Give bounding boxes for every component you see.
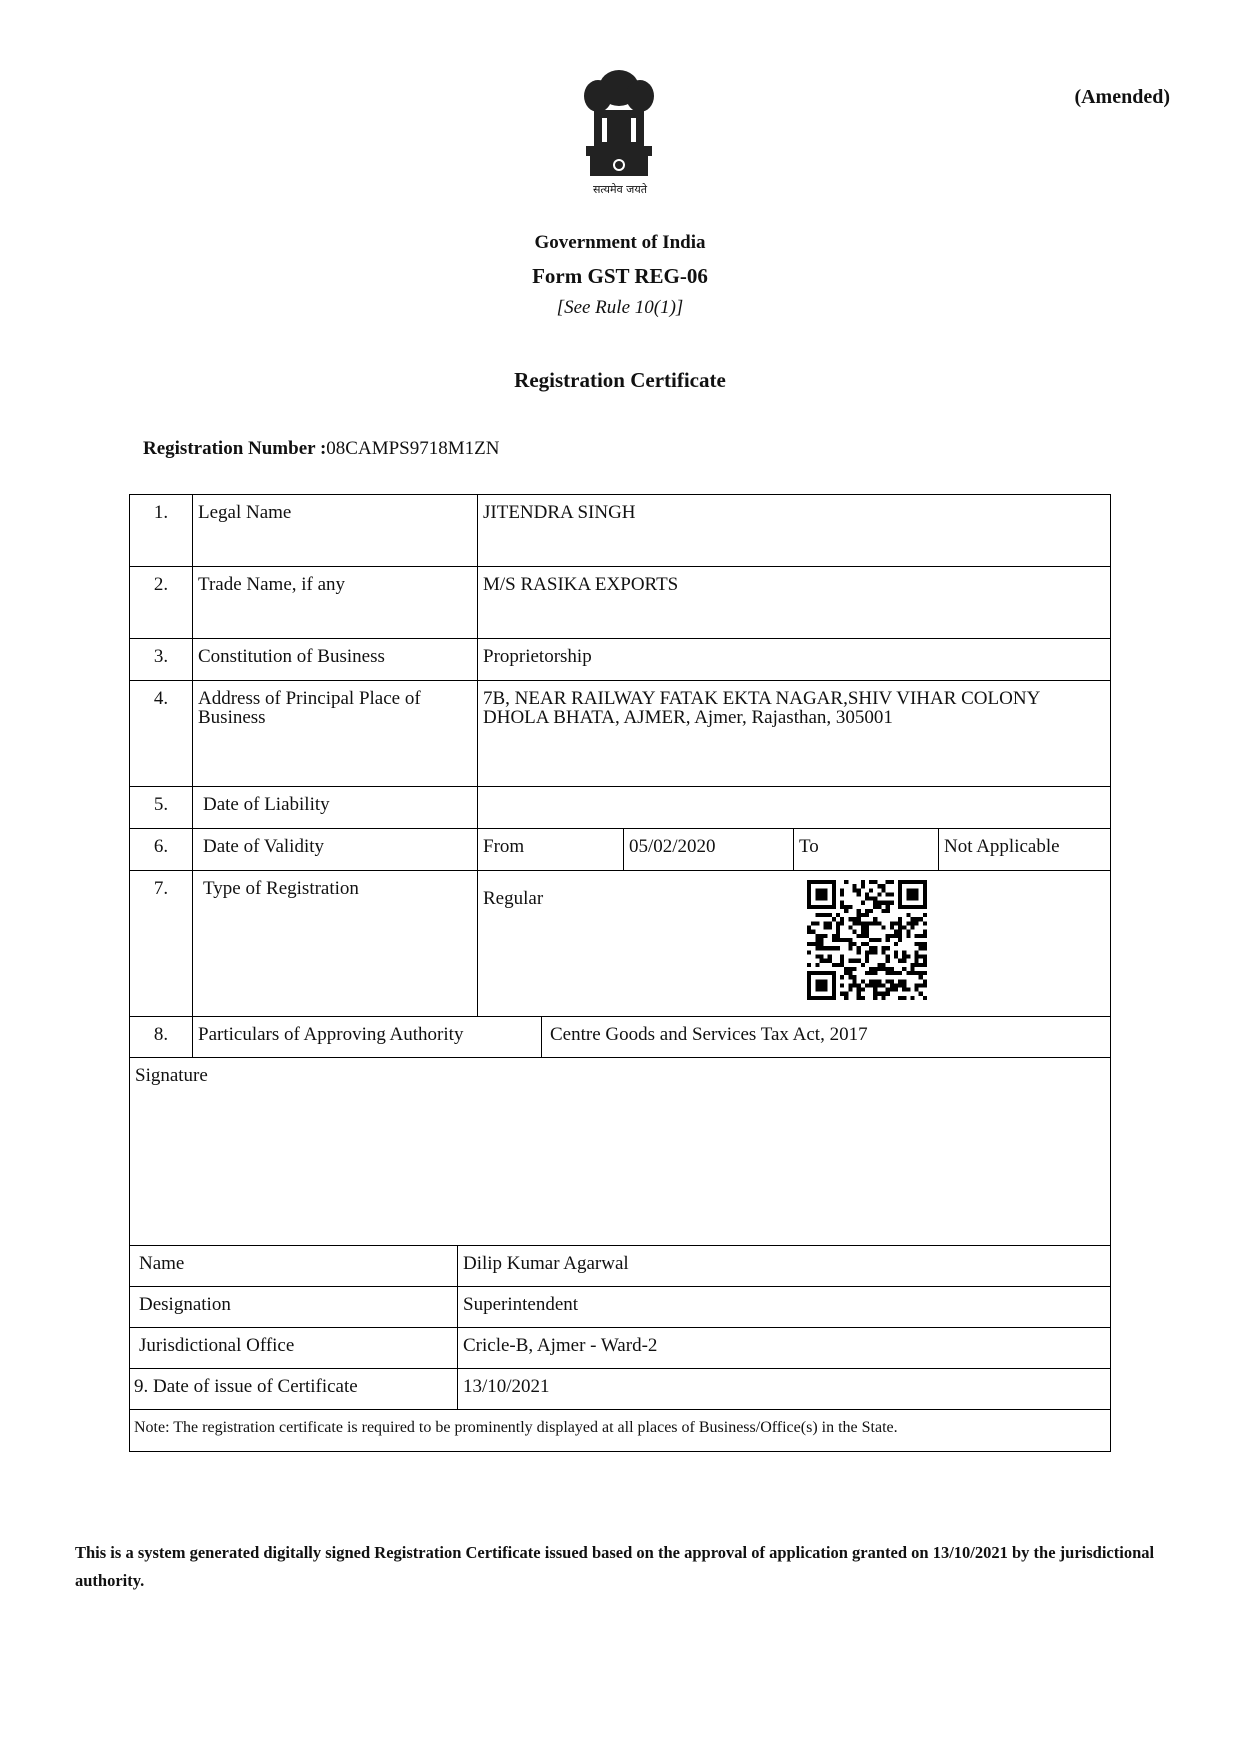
row-number: 6. [129,828,193,871]
name-value: Dilip Kumar Agarwal [457,1245,1111,1287]
constitution-value: Proprietorship [477,638,1111,681]
designation-label: Designation [129,1286,458,1328]
designation-value: Superintendent [457,1286,1111,1328]
row-number: 1. [129,494,193,567]
legal-name-label: Legal Name [192,494,478,567]
trade-name-value: M/S RASIKA EXPORTS [477,566,1111,639]
issue-date-label: 9. Date of issue of Certificate [129,1368,458,1410]
row-number: 4. [129,680,193,787]
address-value: 7B, NEAR RAILWAY FATAK EKTA NAGAR,SHIV VIHAR COLONY DHOLA BHATA, AJMER, Ajmer, Rajasthan, 305001 [477,680,1111,787]
emblem-motto: सत्यमेव जयते [592,183,647,196]
row-number: 5. [129,786,193,829]
date-of-liability-value [477,786,1111,829]
name-label: Name [129,1245,458,1287]
qr-code-icon [807,880,927,1000]
jurisdictional-office-value: Cricle-B, Ajmer - Ward-2 [457,1327,1111,1369]
registration-number-label: Registration Number : [143,438,327,459]
legal-name-value: JITENDRA SINGH [477,494,1111,567]
trade-name-label: Trade Name, if any [192,566,478,639]
signature-box: Signature [129,1057,1111,1246]
approving-authority-value: Centre Goods and Services Tax Act, 2017 [541,1016,1111,1058]
registration-number-value: 08CAMPS9718M1ZN [326,438,500,459]
amended-label: (Amended) [1074,86,1170,108]
system-generated-notice: This is a system generated digitally signed Registration Certificate issued based on the approval of application granted on 13/10/2021 by the jurisdictional authority. [75,1543,1155,1590]
government-heading: Government of India [534,232,706,253]
date-of-validity-label: Date of Validity [192,828,478,871]
approving-authority-label: Particulars of Approving Authority [192,1016,542,1058]
row-number: 3. [129,638,193,681]
registration-number [143,438,499,460]
date-of-liability-label: Date of Liability [192,786,478,829]
page-title: Registration Certificate [514,368,726,392]
address-label: Address of Principal Place of Business [192,680,478,787]
validity-to-value: Not Applicable [938,828,1111,871]
validity-from-value: 05/02/2020 [623,828,794,871]
rule-reference: [See Rule 10(1)] [556,297,684,318]
jurisdictional-office-label: Jurisdictional Office [129,1327,458,1369]
row-number: 7. [129,870,193,1017]
issue-date-value: 13/10/2021 [457,1368,1111,1410]
validity-from-label: From [477,828,624,871]
display-note: Note: The registration certificate is required to be prominently displayed at all places of Business/Office(s) in the State. [129,1409,1111,1452]
constitution-label: Constitution of Business [192,638,478,681]
row-number: 8. [129,1016,193,1058]
validity-to-label: To [793,828,939,871]
registration-type-label: Type of Registration [192,870,478,1017]
registration-type-value: Regular [477,870,1111,1017]
form-heading: Form GST REG-06 [532,264,708,288]
row-number: 2. [129,566,193,639]
